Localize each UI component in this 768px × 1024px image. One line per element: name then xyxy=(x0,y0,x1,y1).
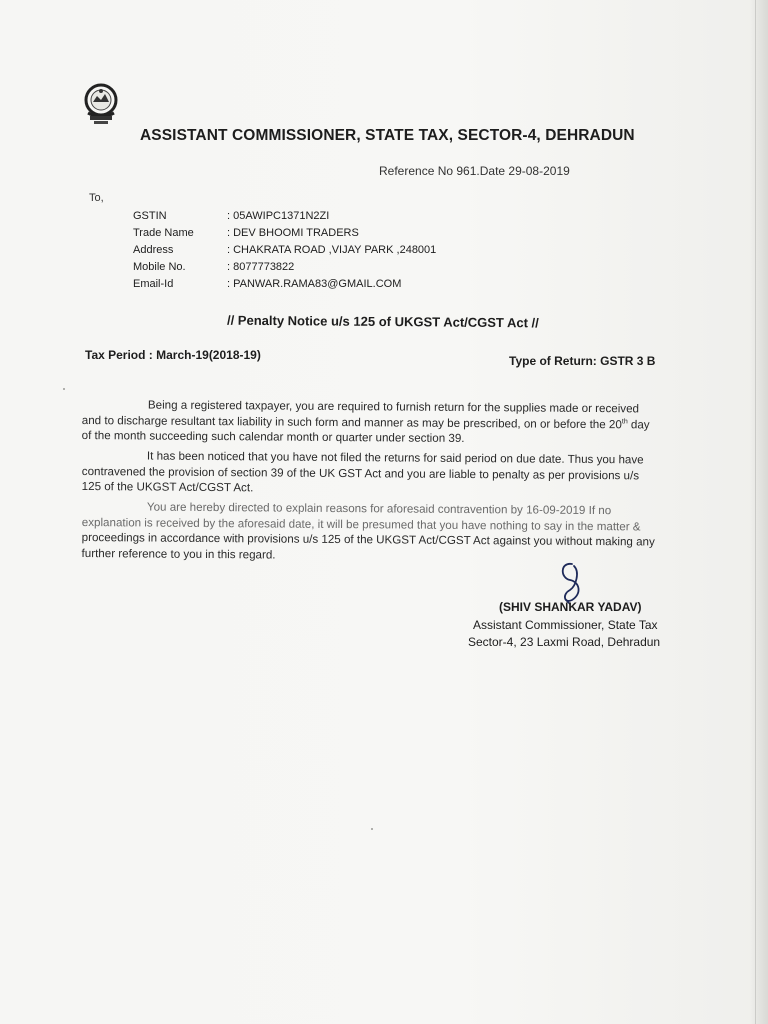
field-value: : 05AWIPC1371N2ZI xyxy=(227,210,330,222)
page-edge-shadow xyxy=(750,0,768,1024)
addressee-salutation: To, xyxy=(89,192,104,204)
body-line: explanation is received by the aforesaid date, it will be presumed that you have nothing to say in the matter & xyxy=(81,515,641,533)
field-label: Address xyxy=(133,244,174,256)
field-value: : CHAKRATA ROAD ,VIJAY PARK ,248001 xyxy=(227,244,437,256)
signatory-office: Sector-4, 23 Laxmi Road, Dehradun xyxy=(468,635,661,649)
body-line: 125 of the UKGST Act/CGST Act. xyxy=(81,479,254,495)
body-line: You are hereby directed to explain reasons for aforesaid contravention by 16-09-2019 If no xyxy=(146,500,612,518)
scan-speck xyxy=(63,388,65,390)
signatory-designation: Assistant Commissioner, State Tax xyxy=(473,618,658,632)
field-value: : DEV BHOOMI TRADERS xyxy=(227,227,359,239)
notice-subject: // Penalty Notice u/s 125 of UKGST Act/CGST Act // xyxy=(226,312,539,331)
body-line: It has been noticed that you have not filed the returns for said period on due date. Thus you have xyxy=(146,449,644,467)
body-line-text: day xyxy=(627,417,650,431)
body-line: proceedings in accordance with provisions u/s 125 of the UKGST Act/CGST Act against you without making any xyxy=(81,530,655,549)
body-paragraph-3 xyxy=(82,499,719,566)
reference-line: Reference No 961.Date 29-08-2019 xyxy=(379,164,570,178)
return-type: Type of Return: GSTR 3 B xyxy=(509,354,656,368)
body-line: contravened the provision of section 39 of the UK GST Act and you are liable to penalty as per provisions u/s xyxy=(81,464,640,482)
tax-period: Tax Period : March-19(2018-19) xyxy=(85,348,261,362)
body-line: of the month succeeding such calendar month or quarter under section 39. xyxy=(81,428,465,446)
field-label: Trade Name xyxy=(133,227,194,239)
field-value: : 8077773822 xyxy=(227,261,295,273)
body-line: Being a registered taxpayer, you are required to furnish return for the supplies made or received xyxy=(147,398,640,416)
field-label: GSTIN xyxy=(133,210,167,222)
field-label: Mobile No. xyxy=(133,261,186,273)
body-line-text: and to discharge resultant tax liability in such form and manner as may be prescribed, on or before the 20 xyxy=(81,413,622,431)
office-title: ASSISTANT COMMISSIONER, STATE TAX, SECTOR-4, DEHRADUN xyxy=(140,127,635,144)
field-value: : PANWAR.RAMA83@GMAIL.COM xyxy=(227,278,402,290)
body-line: further reference to you in this regard. xyxy=(81,546,276,562)
signatory-name: (SHIV SHANKAR YADAV) xyxy=(499,600,642,614)
body-paragraph-2 xyxy=(82,448,719,500)
state-emblem-icon xyxy=(80,80,122,126)
scan-speck xyxy=(371,828,373,830)
body-paragraph-1 xyxy=(82,397,719,449)
page-edge-line xyxy=(755,0,756,1024)
superscript: th xyxy=(621,417,628,425)
field-label: Email-Id xyxy=(133,278,174,290)
